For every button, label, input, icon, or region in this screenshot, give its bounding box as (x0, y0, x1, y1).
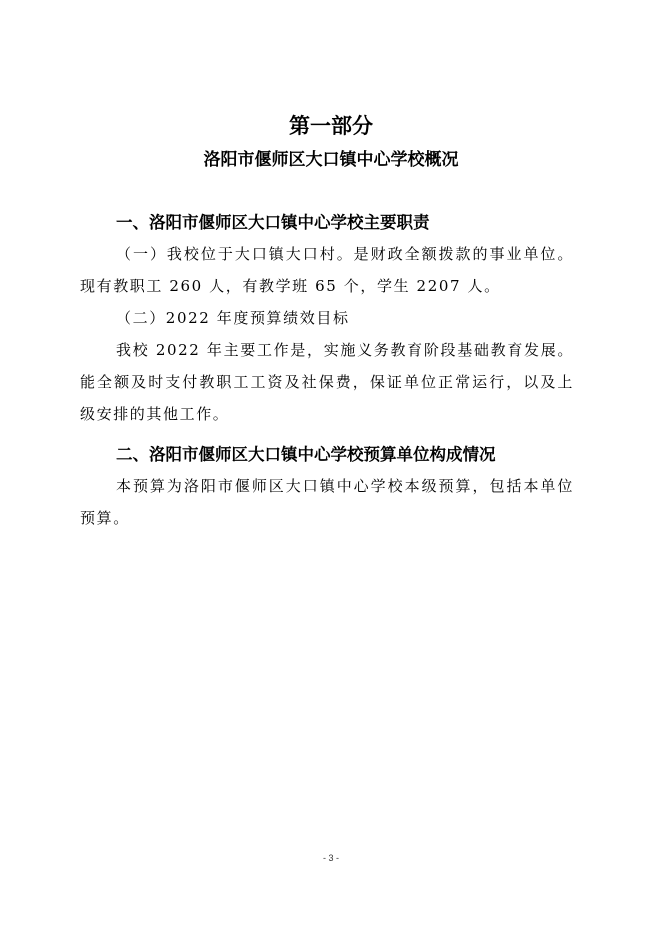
paragraph-school-overview: （一）我校位于大口镇大口村。是财政全额拨款的事业单位。现有教职工 260 人，有教学班 65 个，学生 2207 人。 (80, 245, 574, 295)
document-title: 洛阳市偃师区大口镇中心学校概况 (203, 150, 459, 170)
part-title: 第一部分 (289, 114, 373, 138)
paragraph-main-work: 我校 2022 年主要工作是，实施义务教育阶段基础教育发展。能全额及时支付教职工工资及社保费，保证单位正常运行，以及上级安排的其他工作。 (80, 341, 574, 423)
section-heading-composition: 二、洛阳市偃师区大口镇中心学校预算单位构成情况 (116, 445, 496, 464)
section-heading-duties: 一、洛阳市偃师区大口镇中心学校主要职责 (116, 213, 430, 232)
paragraph-budget-scope: 本预算为洛阳市偃师区大口镇中心学校本级预算，包括本单位预算。 (80, 477, 574, 527)
document-body (80, 208, 574, 534)
section-spacer (80, 430, 574, 440)
paragraph-performance-goal-heading: （二）2022 年度预算绩效目标 (116, 309, 350, 327)
page-number: - 3 - (322, 853, 339, 863)
